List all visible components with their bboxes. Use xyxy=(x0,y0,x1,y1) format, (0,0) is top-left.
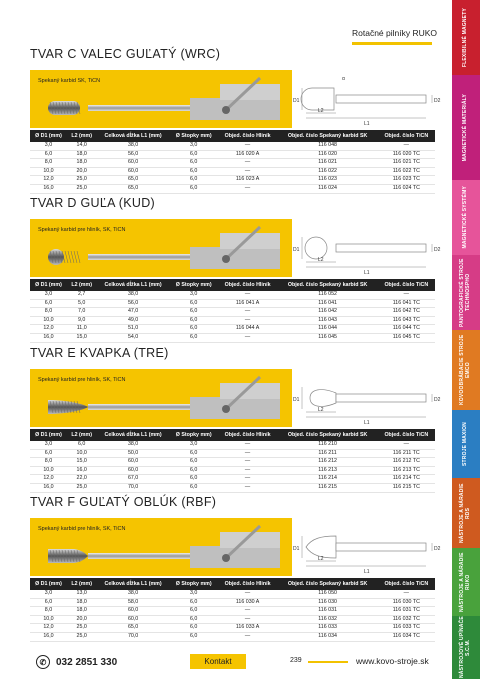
table-cell: — xyxy=(218,333,278,342)
table-cell: 116 043 xyxy=(278,316,378,325)
side-tab-1[interactable] xyxy=(452,75,480,180)
section-title: TVAR E KVAPKA (TRE) xyxy=(30,346,169,360)
table-cell: 16,0 xyxy=(67,466,97,475)
table-cell: 18,0 xyxy=(67,598,97,607)
column-header: Objed. číslo Spekaný karbid SK xyxy=(278,578,378,590)
table-cell: — xyxy=(218,449,278,458)
table-row xyxy=(30,624,435,633)
section-rbf xyxy=(30,494,441,639)
dimension-diagram xyxy=(293,215,442,277)
table-row xyxy=(30,150,435,159)
table-cell: — xyxy=(218,607,278,616)
table-cell: 116 211 xyxy=(278,449,378,458)
table-cell: 10,0 xyxy=(30,615,67,624)
table-cell: 20,0 xyxy=(67,615,97,624)
table-cell: 25,0 xyxy=(67,624,97,633)
table-cell: 16,0 xyxy=(30,184,67,193)
table-cell: 116 214 xyxy=(278,475,378,484)
table-row xyxy=(30,483,435,492)
table-cell: 6,0 xyxy=(170,483,218,492)
table-cell: 116 020 xyxy=(278,150,378,159)
table-row xyxy=(30,598,435,607)
column-header: Objed. číslo TiCN xyxy=(378,279,435,291)
label-d1: D1 xyxy=(293,247,300,253)
table-cell: 25,0 xyxy=(67,184,97,193)
table-cell: 116 042 xyxy=(278,308,378,317)
table-row xyxy=(30,466,435,475)
table-cell: — xyxy=(378,590,435,598)
table-cell: — xyxy=(218,167,278,176)
table-cell: 116 030 TC xyxy=(378,598,435,607)
table-cell: 6,0 xyxy=(170,299,218,308)
table-cell: 116 032 xyxy=(278,615,378,624)
column-header: Ø D1 (mm) xyxy=(30,279,67,291)
table-cell: 116 031 TC xyxy=(378,607,435,616)
table-cell: 116 030 xyxy=(278,598,378,607)
table-cell: 6,0 xyxy=(170,624,218,633)
table-cell: 6,0 xyxy=(170,458,218,467)
table-cell: 116 024 xyxy=(278,184,378,193)
phone-icon: ✆ xyxy=(36,655,50,669)
table-row xyxy=(30,615,435,624)
table-cell: 60,0 xyxy=(96,615,169,624)
dimension-diagram xyxy=(293,514,442,576)
column-header: Objed. číslo TiCN xyxy=(378,578,435,590)
column-header: L2 (mm) xyxy=(67,429,97,441)
label-d2: D2 xyxy=(434,247,441,253)
column-header: Objed. číslo TiCN xyxy=(378,130,435,142)
table-row xyxy=(30,184,435,193)
spec-table xyxy=(30,130,435,194)
table-cell: 65,0 xyxy=(96,184,169,193)
table-cell: 6,0 xyxy=(67,441,97,449)
table-row xyxy=(30,475,435,484)
table-cell: 116 043 TC xyxy=(378,316,435,325)
table-cell: 3,0 xyxy=(170,142,218,150)
table-cell: 6,0 xyxy=(170,466,218,475)
side-tab-6[interactable] xyxy=(452,478,480,548)
table-cell: 116 044 A xyxy=(218,325,278,334)
table-cell: 116 022 xyxy=(278,167,378,176)
table-cell: 6,0 xyxy=(170,598,218,607)
table-cell: 116 033 xyxy=(278,624,378,633)
material-label: Spekaný karbid pre hliník, SK, TiCN xyxy=(38,227,126,233)
table-cell: 6,0 xyxy=(170,325,218,334)
side-tab-0[interactable] xyxy=(452,0,480,75)
table-cell: 8,0 xyxy=(30,159,67,168)
table-cell: 38,0 xyxy=(96,142,169,150)
table-cell: — xyxy=(218,291,278,299)
table-cell: — xyxy=(218,615,278,624)
column-header: Celková dĺžka L1 (mm) xyxy=(96,279,169,291)
table-cell: 12,0 xyxy=(30,475,67,484)
table-row xyxy=(30,299,435,308)
table-cell: 6,0 xyxy=(170,632,218,641)
table-cell: 116 020 TC xyxy=(378,150,435,159)
column-header: Ø Stopky mm) xyxy=(170,429,218,441)
label-d2: D2 xyxy=(434,98,441,104)
table-row xyxy=(30,632,435,641)
table-row xyxy=(30,333,435,342)
table-cell: — xyxy=(218,458,278,467)
label-l1: L1 xyxy=(364,420,370,426)
table-cell: 116 023 xyxy=(278,176,378,185)
table-cell: 13,0 xyxy=(67,590,97,598)
column-header: Objed. číslo TiCN xyxy=(378,429,435,441)
table-cell: 6,0 xyxy=(170,150,218,159)
table-cell: 116 212 xyxy=(278,458,378,467)
table-cell: 3,0 xyxy=(30,441,67,449)
table-cell: 6,0 xyxy=(30,598,67,607)
table-cell: 60,0 xyxy=(96,458,169,467)
table-cell: 116 041 A xyxy=(218,299,278,308)
table-cell: 116 032 TC xyxy=(378,615,435,624)
table-cell: 14,0 xyxy=(67,142,97,150)
section-title: TVAR C VALEC GUĽATÝ (WRC) xyxy=(30,47,221,61)
footer-rule xyxy=(308,661,348,663)
table-cell: 49,0 xyxy=(96,316,169,325)
side-tab-label: STROJE MAXION xyxy=(462,422,469,466)
table-cell: — xyxy=(218,316,278,325)
table-cell: 8,0 xyxy=(30,308,67,317)
label-l2: L2 xyxy=(318,556,324,562)
table-cell: 7,0 xyxy=(67,308,97,317)
table-cell: 116 021 TC xyxy=(378,159,435,168)
column-header: L2 (mm) xyxy=(67,130,97,142)
page-title: Rotačné pilníky RUKO xyxy=(352,28,438,38)
table-cell: 65,0 xyxy=(96,176,169,185)
table-cell: 116 212 TC xyxy=(378,458,435,467)
label-d1: D1 xyxy=(293,546,300,552)
table-cell: — xyxy=(378,441,435,449)
column-header: Ø D1 (mm) xyxy=(30,578,67,590)
table-cell: 12,0 xyxy=(30,624,67,633)
section-title: TVAR D GUĽA (KUD) xyxy=(30,196,156,210)
table-cell: 25,0 xyxy=(67,632,97,641)
table-cell: 25,0 xyxy=(67,483,97,492)
material-label: Spekaný karbid SK, TiCN xyxy=(38,78,101,84)
side-tab-label: NÁSTROJE A NÁRADIE RUKO xyxy=(459,552,471,612)
table-cell: 6,0 xyxy=(170,607,218,616)
table-cell: 60,0 xyxy=(96,159,169,168)
table-cell: 6,0 xyxy=(170,159,218,168)
table-cell: 6,0 xyxy=(170,475,218,484)
column-header: Objed. číslo Hliník xyxy=(218,279,278,291)
table-cell: 10,0 xyxy=(30,466,67,475)
table-cell: 116 023 TC xyxy=(378,176,435,185)
table-cell: 6,0 xyxy=(30,150,67,159)
label-d1: D1 xyxy=(293,98,300,104)
table-cell: 60,0 xyxy=(96,466,169,475)
table-cell: 116 030 A xyxy=(218,598,278,607)
table-cell: 8,0 xyxy=(30,607,67,616)
label-l2: L2 xyxy=(318,407,324,413)
spec-table xyxy=(30,429,435,493)
table-cell: 116 215 xyxy=(278,483,378,492)
side-tab-label: FLEXIBILNÉ MAGNETY xyxy=(462,7,469,68)
table-cell: 116 034 TC xyxy=(378,632,435,641)
table-cell: 18,0 xyxy=(67,607,97,616)
table-cell: 116 020 A xyxy=(218,150,278,159)
table-cell: 10,0 xyxy=(30,167,67,176)
table-cell: 16,0 xyxy=(30,333,67,342)
table-cell: 6,0 xyxy=(170,308,218,317)
label-l1: L1 xyxy=(364,270,370,276)
table-row xyxy=(30,142,435,150)
table-cell: 116 022 TC xyxy=(378,167,435,176)
table-cell: 116 034 xyxy=(278,632,378,641)
label-d1: D1 xyxy=(293,397,300,403)
table-cell: 18,0 xyxy=(67,150,97,159)
table-cell: — xyxy=(218,142,278,150)
column-header: Celková dĺžka L1 (mm) xyxy=(96,130,169,142)
column-header: Objed. číslo Hliník xyxy=(218,578,278,590)
table-cell: 3,0 xyxy=(170,590,218,598)
table-cell: 65,0 xyxy=(96,624,169,633)
table-cell: 20,0 xyxy=(67,167,97,176)
section-tre xyxy=(30,345,441,490)
table-cell: 116 213 TC xyxy=(378,466,435,475)
table-cell: 54,0 xyxy=(96,333,169,342)
column-header: Objed. číslo Spekaný karbid SK xyxy=(278,130,378,142)
table-cell: 58,0 xyxy=(96,598,169,607)
table-cell: 116 041 xyxy=(278,299,378,308)
side-tab-2[interactable] xyxy=(452,180,480,255)
table-cell: 18,0 xyxy=(67,159,97,168)
table-cell: 6,0 xyxy=(170,449,218,458)
section-wrc xyxy=(30,46,441,191)
table-cell: 116 033 TC xyxy=(378,624,435,633)
label-d2: D2 xyxy=(434,546,441,552)
table-cell: 6,0 xyxy=(170,184,218,193)
table-cell: 116 024 TC xyxy=(378,184,435,193)
column-header: Ø D1 (mm) xyxy=(30,130,67,142)
column-header: L2 (mm) xyxy=(67,279,97,291)
footer-phone[interactable] xyxy=(36,655,117,669)
side-tab-label: KOVOOBRÁBACIE STROJE EMCO xyxy=(459,334,471,406)
column-header: Celková dĺžka L1 (mm) xyxy=(96,429,169,441)
header-rule xyxy=(352,42,432,45)
table-cell: — xyxy=(218,466,278,475)
table-cell: 116 045 xyxy=(278,333,378,342)
table-cell: 60,0 xyxy=(96,607,169,616)
table-cell: 56,0 xyxy=(96,150,169,159)
product-banner xyxy=(30,369,292,427)
dimension-diagram xyxy=(293,365,442,427)
table-cell: 116 215 TC xyxy=(378,483,435,492)
table-cell: 116 042 TC xyxy=(378,308,435,317)
table-cell: 6,0 xyxy=(170,176,218,185)
table-cell: 50,0 xyxy=(96,449,169,458)
table-cell: 3,0 xyxy=(30,291,67,299)
table-row xyxy=(30,167,435,176)
column-header: Objed. číslo Spekaný karbid SK xyxy=(278,429,378,441)
table-cell: 8,0 xyxy=(30,458,67,467)
table-cell: 116 041 TC xyxy=(378,299,435,308)
label-l2: L2 xyxy=(318,257,324,263)
table-cell: 12,0 xyxy=(30,325,67,334)
table-row xyxy=(30,291,435,299)
table-cell: 116 023 A xyxy=(218,176,278,185)
table-cell: 70,0 xyxy=(96,632,169,641)
table-cell: 16,0 xyxy=(30,632,67,641)
table-cell: — xyxy=(378,291,435,299)
side-tab-label: MAGNETICKÉ MATERIÁLY xyxy=(462,93,469,162)
table-cell: 5,0 xyxy=(67,299,97,308)
page-number: 239 xyxy=(290,657,302,664)
table-cell: 3,0 xyxy=(170,441,218,449)
side-tab-8[interactable] xyxy=(452,616,480,679)
table-cell: 15,0 xyxy=(67,333,97,342)
section-kud xyxy=(30,195,441,340)
table-cell: 116 052 xyxy=(278,291,378,299)
table-cell: 11,0 xyxy=(67,325,97,334)
table-cell: 6,0 xyxy=(30,299,67,308)
side-tab-5[interactable] xyxy=(452,410,480,478)
table-cell: 6,0 xyxy=(170,316,218,325)
label-alpha: α xyxy=(342,76,345,82)
table-cell: 47,0 xyxy=(96,308,169,317)
table-cell: 116 048 xyxy=(278,142,378,150)
dimension-diagram xyxy=(293,66,442,128)
column-header: Ø Stopky mm) xyxy=(170,279,218,291)
column-header: Objed. číslo Spekaný karbid SK xyxy=(278,279,378,291)
table-cell: 56,0 xyxy=(96,299,169,308)
table-cell: 116 044 TC xyxy=(378,325,435,334)
table-cell: 3,0 xyxy=(170,291,218,299)
material-label: Spekaný karbid pre hliník, SK, TiCN xyxy=(38,377,126,383)
table-cell: 15,0 xyxy=(67,458,97,467)
table-cell: — xyxy=(218,590,278,598)
material-label: Spekaný karbid pre hliník, SK, TiCN xyxy=(38,526,126,532)
table-cell: 6,0 xyxy=(170,167,218,176)
table-cell: 51,0 xyxy=(96,325,169,334)
table-cell: 60,0 xyxy=(96,167,169,176)
table-cell: 116 214 TC xyxy=(378,475,435,484)
table-cell: — xyxy=(218,441,278,449)
table-cell: — xyxy=(218,184,278,193)
table-cell: 3,0 xyxy=(30,590,67,598)
table-cell: 70,0 xyxy=(96,483,169,492)
side-tab-label: NÁSTROJE A NÁRADIE RDS xyxy=(459,483,471,543)
product-banner xyxy=(30,518,292,576)
column-header: Celková dĺžka L1 (mm) xyxy=(96,578,169,590)
table-cell: 38,0 xyxy=(96,441,169,449)
table-cell: 22,0 xyxy=(67,475,97,484)
spec-table xyxy=(30,578,435,642)
table-row xyxy=(30,458,435,467)
table-cell: — xyxy=(378,142,435,150)
contact-button[interactable]: Kontakt xyxy=(190,654,246,669)
side-tab-label: PANTOGRAFICKÉ STROJE TECHNOSPHO xyxy=(459,258,471,327)
table-cell: 116 211 TC xyxy=(378,449,435,458)
table-cell: 6,0 xyxy=(170,333,218,342)
column-header: Objed. číslo Hliník xyxy=(218,130,278,142)
table-row xyxy=(30,325,435,334)
table-row xyxy=(30,316,435,325)
product-banner xyxy=(30,70,292,128)
product-banner xyxy=(30,219,292,277)
table-cell: 2,7 xyxy=(67,291,97,299)
side-tabs xyxy=(452,0,480,679)
label-l1: L1 xyxy=(364,569,370,575)
table-cell: 38,0 xyxy=(96,291,169,299)
table-cell: 10,0 xyxy=(67,449,97,458)
table-cell: 116 044 xyxy=(278,325,378,334)
table-cell: — xyxy=(218,308,278,317)
table-row xyxy=(30,449,435,458)
label-d2: D2 xyxy=(434,397,441,403)
table-cell: 3,0 xyxy=(30,142,67,150)
table-row xyxy=(30,590,435,598)
table-cell: 116 031 xyxy=(278,607,378,616)
table-row xyxy=(30,607,435,616)
table-cell: — xyxy=(218,159,278,168)
column-header: Ø Stopky mm) xyxy=(170,578,218,590)
table-cell: 6,0 xyxy=(170,615,218,624)
website-link[interactable]: www.kovo-stroje.sk xyxy=(356,656,429,666)
table-cell: 6,0 xyxy=(30,449,67,458)
side-tab-4[interactable] xyxy=(452,330,480,410)
table-cell: 10,0 xyxy=(30,316,67,325)
table-cell: — xyxy=(218,632,278,641)
column-header: Objed. číslo Hliník xyxy=(218,429,278,441)
label-l1: L1 xyxy=(364,121,370,127)
table-row xyxy=(30,441,435,449)
table-cell: 38,0 xyxy=(96,590,169,598)
table-cell: — xyxy=(218,475,278,484)
column-header: L2 (mm) xyxy=(67,578,97,590)
table-cell: 116 050 xyxy=(278,590,378,598)
side-tab-label: MAGNETICKÉ SYSTÉMY xyxy=(462,186,469,249)
table-row xyxy=(30,176,435,185)
table-row xyxy=(30,159,435,168)
table-cell: 12,0 xyxy=(30,176,67,185)
table-cell: 67,0 xyxy=(96,475,169,484)
spec-table xyxy=(30,279,435,343)
table-cell: 116 210 xyxy=(278,441,378,449)
table-cell: — xyxy=(218,483,278,492)
column-header: Ø Stopky mm) xyxy=(170,130,218,142)
table-cell: 16,0 xyxy=(30,483,67,492)
table-cell: 116 213 xyxy=(278,466,378,475)
table-cell: 25,0 xyxy=(67,176,97,185)
side-tab-3[interactable] xyxy=(452,255,480,330)
side-tab-7[interactable] xyxy=(452,548,480,616)
table-row xyxy=(30,308,435,317)
table-cell: 9,0 xyxy=(67,316,97,325)
label-l2: L2 xyxy=(318,108,324,114)
side-tab-label: NÁSTROJOVÉ UPÍNAČE S.C.M. xyxy=(459,616,471,679)
phone-number: 032 2851 330 xyxy=(56,656,118,668)
section-title: TVAR F GUĽATÝ OBLÚK (RBF) xyxy=(30,495,217,509)
table-cell: 116 021 xyxy=(278,159,378,168)
table-cell: 116 045 TC xyxy=(378,333,435,342)
table-cell: 116 033 A xyxy=(218,624,278,633)
column-header: Ø D1 (mm) xyxy=(30,429,67,441)
